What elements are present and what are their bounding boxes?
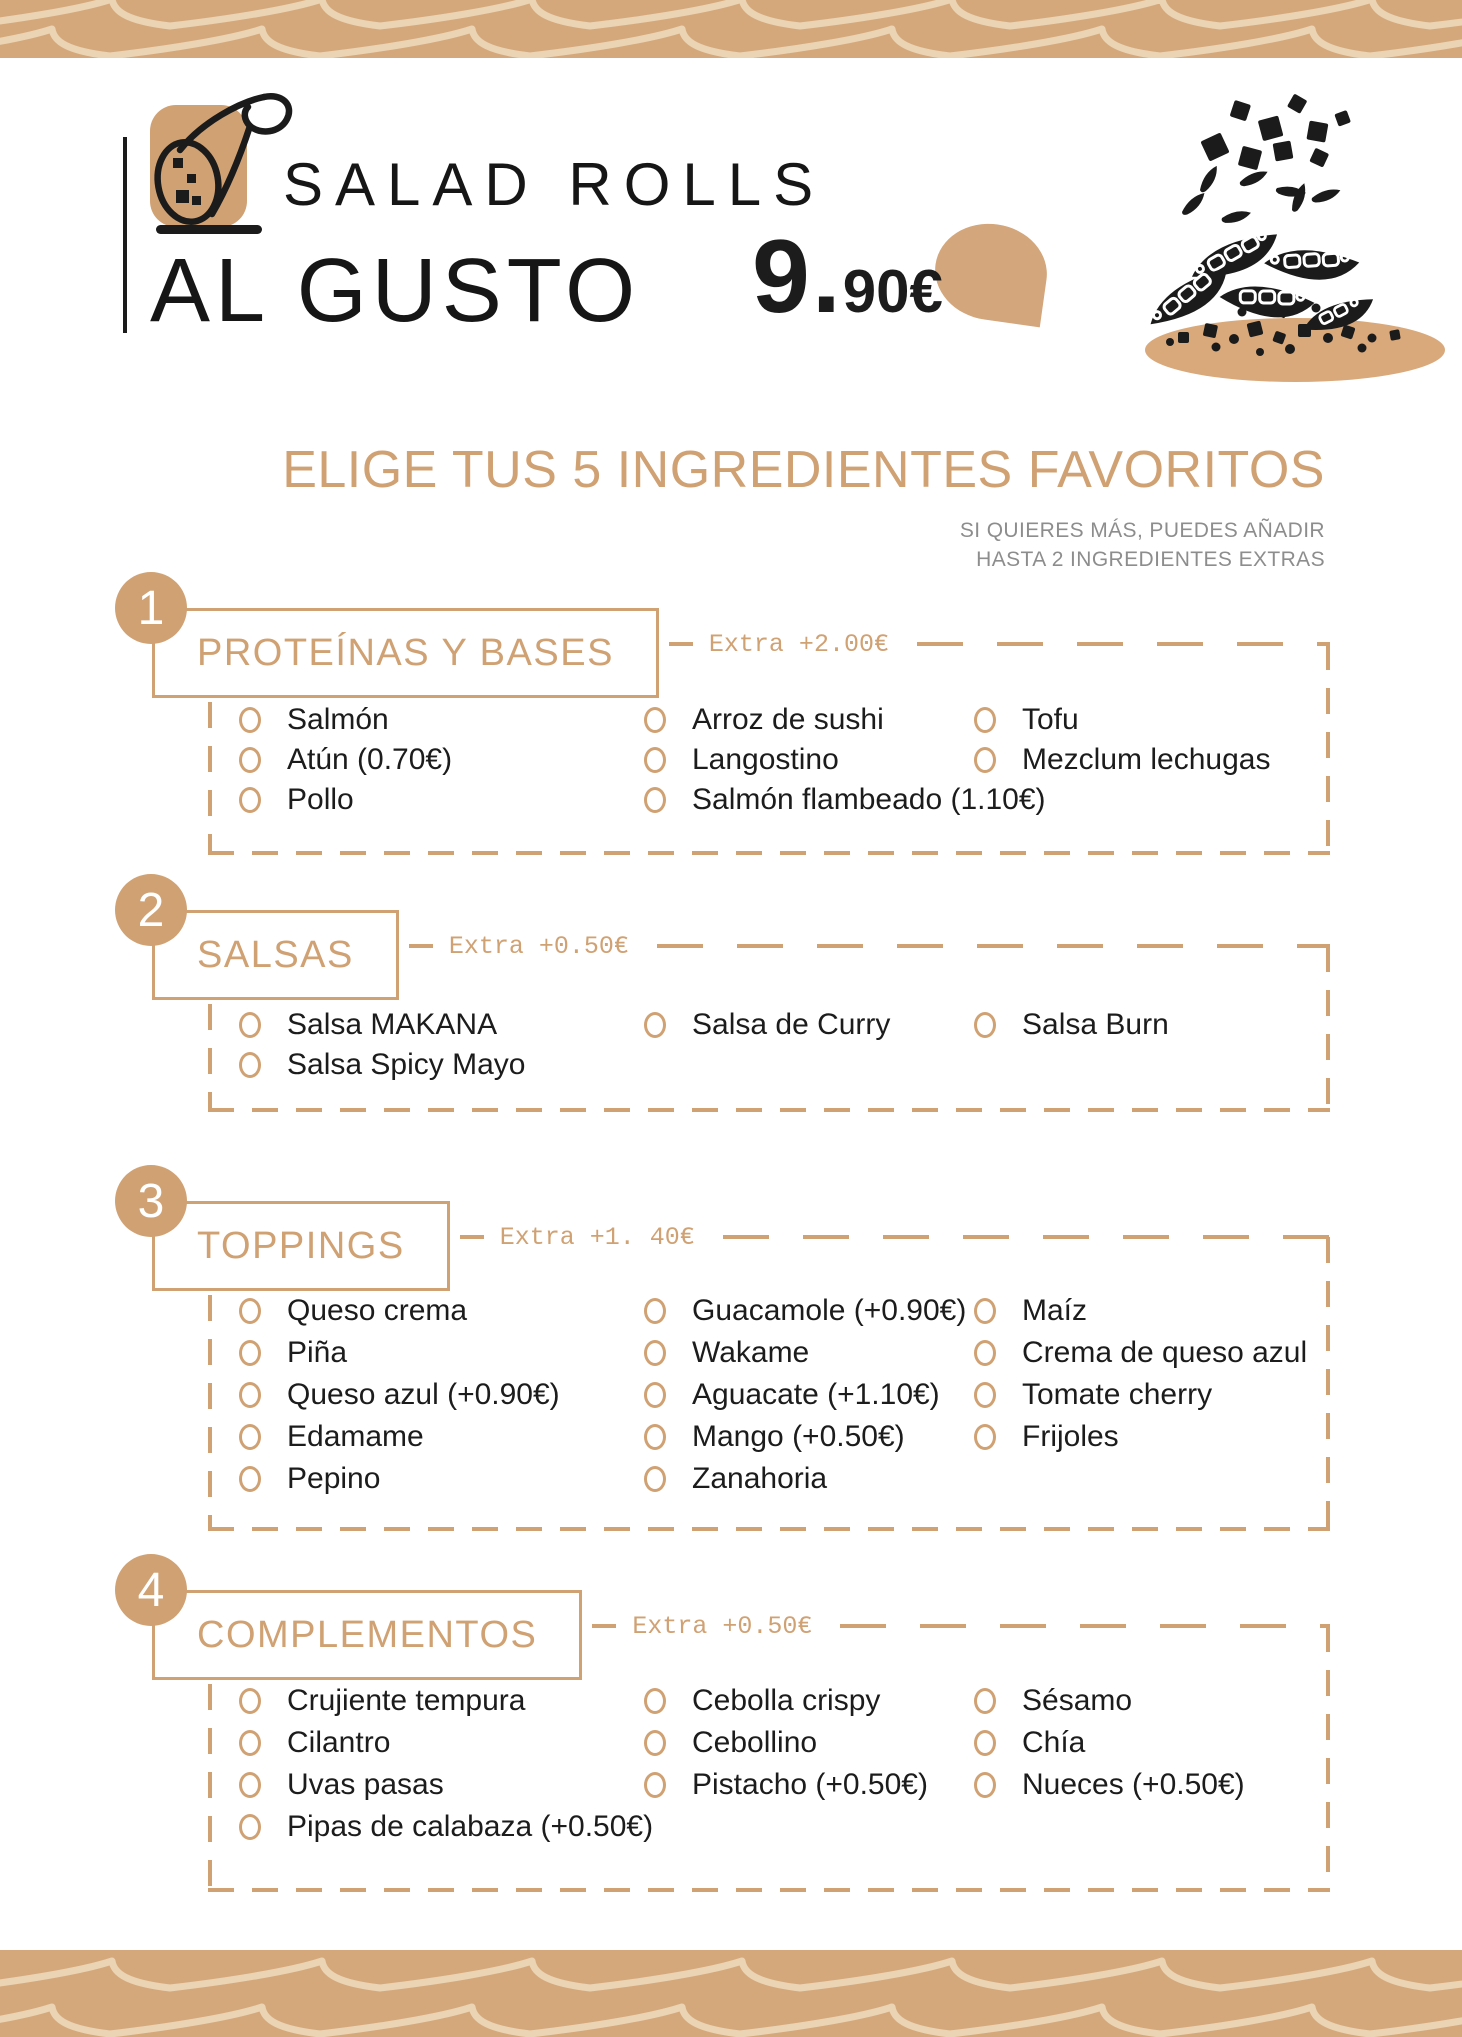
option-circle-icon — [974, 1382, 996, 1408]
menu-item-label: Tomate cherry — [1022, 1378, 1213, 1411]
option-circle-icon — [644, 1688, 666, 1714]
menu-item-label: Atún (0.70€) — [287, 743, 453, 776]
menu-item — [239, 780, 452, 820]
menu-item — [974, 1005, 1169, 1045]
option-circle-icon — [644, 1382, 666, 1408]
menu-item — [239, 1764, 653, 1806]
brand-divider-line — [123, 137, 127, 333]
menu-section-2 — [95, 872, 1340, 1112]
price — [752, 218, 943, 337]
item-column-1 — [239, 700, 452, 820]
item-column-3 — [974, 1680, 1245, 1806]
option-circle-icon — [974, 707, 996, 733]
intro-note-line2: HASTA 2 INGREDIENTES EXTRAS — [976, 548, 1325, 571]
option-circle-icon — [644, 1772, 666, 1798]
dashed-line-top — [840, 1624, 1330, 1628]
menu-item — [644, 780, 1046, 820]
intro-block — [0, 440, 1325, 574]
connector-line — [460, 1235, 484, 1239]
menu-item-label: Salsa Spicy Mayo — [287, 1048, 526, 1081]
menu-item-label: Salsa de Curry — [692, 1008, 891, 1041]
menu-item — [239, 1290, 560, 1332]
option-circle-icon — [644, 1012, 666, 1038]
option-circle-icon — [644, 1730, 666, 1756]
option-circle-icon — [239, 1730, 261, 1756]
option-circle-icon — [239, 1340, 261, 1366]
option-circle-icon — [644, 1466, 666, 1492]
dashed-border-left — [208, 1004, 212, 1112]
menu-item — [974, 1680, 1245, 1722]
option-circle-icon — [239, 747, 261, 773]
section-title: TOPPINGS — [197, 1224, 405, 1267]
option-circle-icon — [644, 1298, 666, 1324]
option-circle-icon — [644, 1424, 666, 1450]
option-circle-icon — [239, 1466, 261, 1492]
menu-item-label: Arroz de sushi — [692, 703, 884, 736]
section-title: COMPLEMENTOS — [197, 1613, 538, 1656]
section-number-badge: 2 — [115, 874, 187, 946]
menu-item-label: Crema de queso azul — [1022, 1336, 1308, 1369]
menu-item-label: Langostino — [692, 743, 839, 776]
option-circle-icon — [239, 1382, 261, 1408]
menu-item-label: Maíz — [1022, 1294, 1088, 1327]
menu-item-label: Pistacho (+0.50€) — [692, 1768, 928, 1801]
menu-item — [974, 700, 1270, 740]
option-circle-icon — [239, 1012, 261, 1038]
menu-item — [644, 1374, 966, 1416]
option-circle-icon — [239, 1424, 261, 1450]
dashed-line-top — [723, 1235, 1330, 1239]
menu-item-label: Edamame — [287, 1420, 424, 1453]
dashed-border-left — [208, 702, 212, 855]
menu-item — [974, 1722, 1245, 1764]
section-header — [152, 1590, 1330, 1680]
option-circle-icon — [974, 1340, 996, 1366]
menu-item — [974, 1374, 1307, 1416]
menu-item-label: Uvas pasas — [287, 1768, 444, 1801]
option-circle-icon — [239, 707, 261, 733]
menu-item — [974, 1290, 1307, 1332]
option-circle-icon — [239, 1814, 261, 1840]
option-circle-icon — [974, 1730, 996, 1756]
section-header — [152, 1201, 1330, 1291]
item-column-3 — [974, 1290, 1307, 1458]
menu-item-label: Crujiente tempura — [287, 1684, 526, 1717]
menu-item-label: Cilantro — [287, 1726, 391, 1759]
salad-roll-logo-icon — [136, 76, 296, 246]
menu-item — [644, 1290, 966, 1332]
option-circle-icon — [644, 707, 666, 733]
menu-item-label: Salsa Burn — [1022, 1008, 1169, 1041]
menu-item-label: Aguacate (+1.10€) — [692, 1378, 940, 1411]
section-number-badge: 4 — [115, 1554, 187, 1626]
section-extra-price: Extra +0.50€ — [448, 931, 629, 961]
menu-item — [974, 1332, 1307, 1374]
menu-item — [239, 1458, 560, 1500]
menu-item — [239, 1806, 653, 1848]
section-title: PROTEÍNAS Y BASES — [197, 631, 614, 674]
bottom-wave-border — [0, 1950, 1462, 2037]
menu-item — [644, 1416, 966, 1458]
dashed-line-top — [917, 642, 1330, 646]
menu-item — [239, 740, 452, 780]
option-circle-icon — [974, 1424, 996, 1450]
menu-item-label: Pepino — [287, 1462, 381, 1495]
item-column-1 — [239, 1005, 525, 1085]
section-extra-price: Extra +0.50€ — [632, 1611, 813, 1641]
menu-item — [974, 1416, 1307, 1458]
menu-item — [644, 1005, 890, 1045]
section-title-box — [152, 910, 399, 1000]
dashed-border-bottom — [208, 1888, 1330, 1892]
menu-item-label: Queso azul (+0.90€) — [287, 1378, 560, 1411]
menu-item — [974, 740, 1270, 780]
menu-item — [644, 1458, 966, 1500]
menu-item-label: Chía — [1022, 1726, 1086, 1759]
option-circle-icon — [644, 1340, 666, 1366]
menu-item-label: Zanahoria — [692, 1462, 828, 1495]
intro-note-line1: SI QUIERES MÁS, PUEDES AÑADIR — [959, 519, 1325, 542]
option-circle-icon — [974, 1298, 996, 1324]
section-title-box — [152, 1590, 582, 1680]
option-circle-icon — [239, 1688, 261, 1714]
menu-item — [239, 1374, 560, 1416]
option-circle-icon — [644, 747, 666, 773]
brand-subtitle: AL GUSTO — [150, 241, 641, 341]
option-circle-icon — [644, 787, 666, 813]
item-column-3 — [974, 1005, 1169, 1045]
dashed-border-bottom — [208, 1108, 1330, 1112]
section-header — [152, 608, 1330, 698]
menu-item-label: Piña — [287, 1336, 348, 1369]
menu-section-1 — [95, 570, 1340, 855]
menu-item — [239, 700, 452, 740]
item-column-2 — [644, 1005, 890, 1045]
menu-item — [644, 1680, 928, 1722]
menu-item — [239, 1416, 560, 1458]
top-wave-border — [0, 0, 1462, 58]
menu-item-label: Salmón flambeado (1.10€) — [692, 783, 1046, 816]
menu-item-label: Cebollino — [692, 1726, 818, 1759]
menu-item-label: Mango (+0.50€) — [692, 1420, 905, 1453]
menu-item — [644, 1332, 966, 1374]
page-title: ELIGE TUS 5 INGREDIENTES FAVORITOS — [282, 441, 1325, 499]
section-number-badge: 3 — [115, 1165, 187, 1237]
connector-line — [409, 944, 433, 948]
intro-note — [0, 516, 1325, 574]
menu-section-3 — [95, 1163, 1340, 1531]
price-minor: 90€ — [842, 258, 943, 325]
menu-item — [239, 1005, 525, 1045]
section-extra-price: Extra +1. 40€ — [499, 1222, 695, 1252]
menu-item-label: Nueces (+0.50€) — [1022, 1768, 1245, 1801]
option-circle-icon — [239, 1772, 261, 1798]
dashed-line-top — [657, 944, 1330, 948]
falling-rolls-illustration — [1140, 86, 1460, 386]
menu-item-label: Pipas de calabaza (+0.50€) — [287, 1810, 654, 1843]
brand-name: SALAD ROLLS — [283, 151, 826, 218]
option-circle-icon — [239, 787, 261, 813]
item-column-2 — [644, 1680, 928, 1806]
option-circle-icon — [974, 1012, 996, 1038]
item-column-2 — [644, 1290, 966, 1500]
menu-item-label: Mezclum lechugas — [1022, 743, 1271, 776]
menu-item-label: Salmón — [287, 703, 389, 736]
wave-pattern — [0, 0, 1462, 58]
option-circle-icon — [974, 1772, 996, 1798]
section-number-badge: 1 — [115, 572, 187, 644]
menu-item — [239, 1332, 560, 1374]
section-header — [152, 910, 1330, 1000]
menu-item-label: Frijoles — [1022, 1420, 1119, 1453]
menu-item — [974, 1764, 1245, 1806]
menu-item-label: Guacamole (+0.90€) — [692, 1294, 967, 1327]
option-circle-icon — [239, 1298, 261, 1324]
price-major: 9. — [752, 219, 843, 335]
dashed-border-bottom — [208, 851, 1330, 855]
dashed-border-bottom — [208, 1527, 1330, 1531]
menu-item-label: Queso crema — [287, 1294, 468, 1327]
menu-item-label: Cebolla crispy — [692, 1684, 881, 1717]
leaf-shape — [929, 217, 1053, 328]
section-title-box — [152, 608, 659, 698]
item-column-1 — [239, 1680, 653, 1848]
dashed-border-left — [208, 1684, 212, 1892]
menu-item — [239, 1722, 653, 1764]
item-column-1 — [239, 1290, 560, 1500]
menu-item-label: Salsa MAKANA — [287, 1008, 498, 1041]
option-circle-icon — [974, 1688, 996, 1714]
menu-item — [239, 1680, 653, 1722]
dashed-border-left — [208, 1295, 212, 1531]
section-title: SALSAS — [197, 933, 354, 976]
menu-item-label: Wakame — [692, 1336, 810, 1369]
menu-item-label: Pollo — [287, 783, 354, 816]
section-extra-price: Extra +2.00€ — [708, 629, 889, 659]
menu-item-label: Tofu — [1022, 703, 1079, 736]
menu-item — [644, 1722, 928, 1764]
item-column-3 — [974, 700, 1270, 780]
connector-line — [669, 642, 693, 646]
connector-line — [592, 1624, 616, 1628]
menu-section-4 — [95, 1552, 1340, 1892]
option-circle-icon — [974, 747, 996, 773]
menu-item-label: Sésamo — [1022, 1684, 1133, 1717]
menu-item — [239, 1045, 525, 1085]
wave-pattern — [0, 1950, 1462, 2037]
menu-item — [644, 1764, 928, 1806]
section-title-box — [152, 1201, 450, 1291]
option-circle-icon — [239, 1052, 261, 1078]
